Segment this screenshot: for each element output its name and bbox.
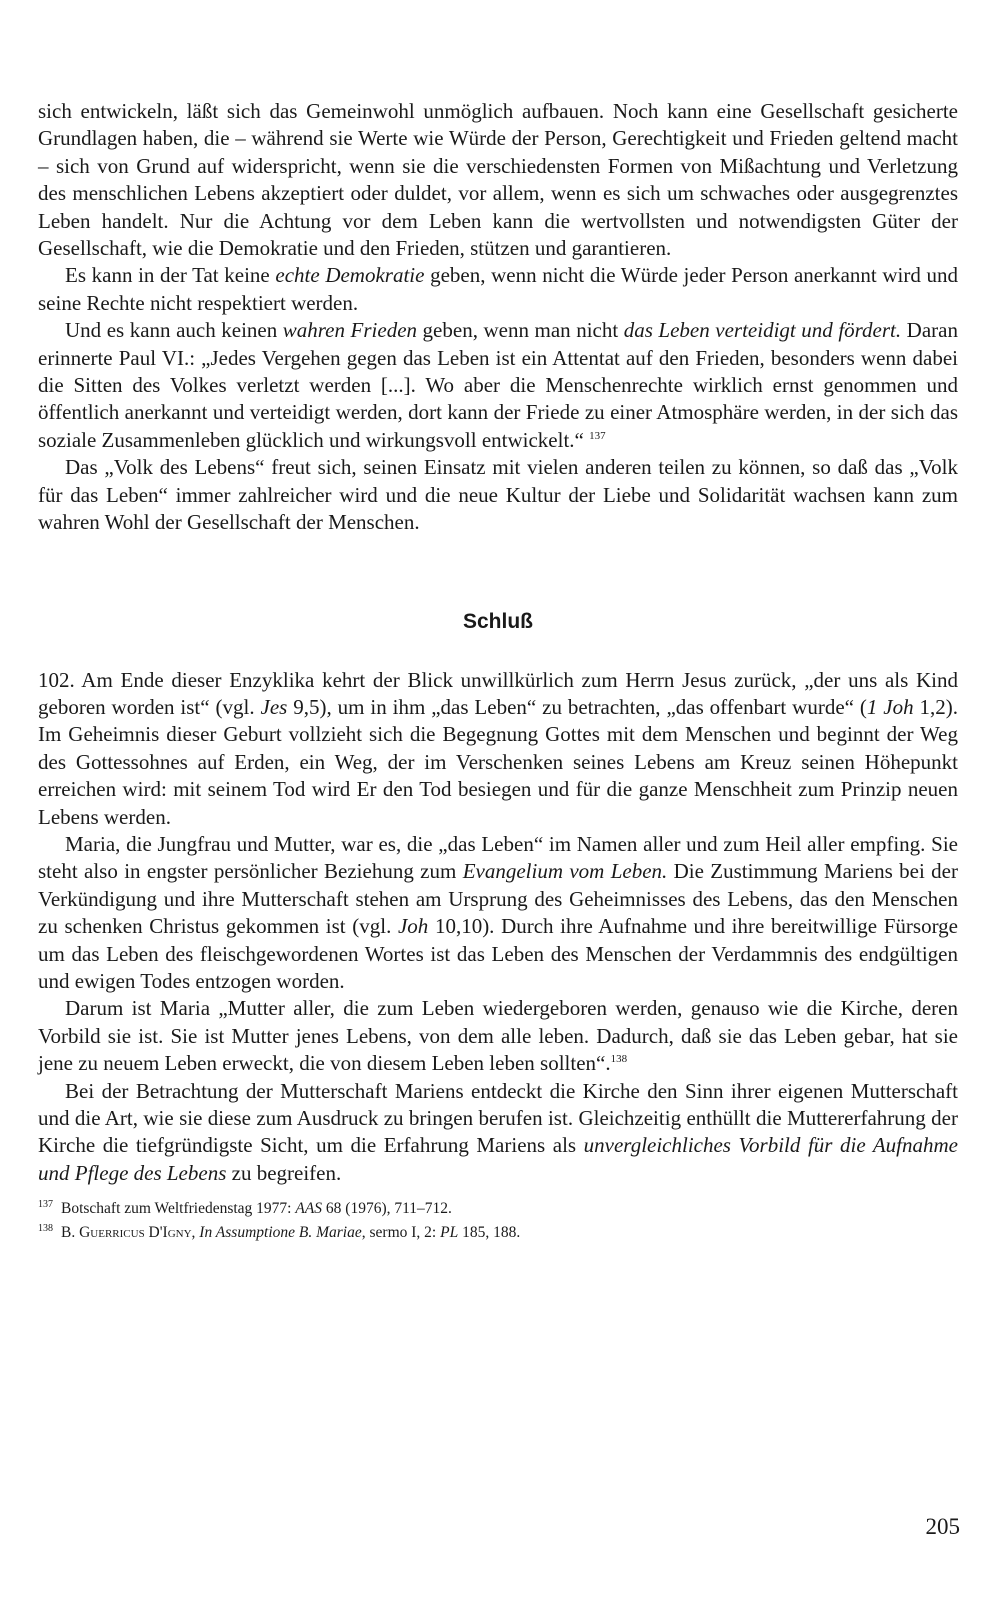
fn2-emphasis-1: In Assumptione B. Mariae — [199, 1224, 362, 1242]
p7-text: Darum ist Maria „Mutter aller, die zum Leben wiedergeboren werden, genauso wie die Kirche, deren Vorbild sie ist. Sie ist Mutter jenes Lebens, von dem alle leben. Dadurch, daß sie das Leben gebar, hat sie jene zu neuem Leben erweckt, die von diesem Leben leben sollten“. — [38, 996, 958, 1076]
p3-text-a: Und es kann auch keinen — [65, 318, 283, 343]
p6-emphasis-2: Joh — [397, 914, 429, 939]
fn2-emphasis-2: PL — [440, 1224, 459, 1242]
paragraph-1: sich entwickeln, läßt sich das Gemeinwohl unmöglich aufbauen. Noch kann eine Gesellschaft gesicherte Grundlagen haben, die – während sie Werte wie Würde der Person, Gerechtigkeit und Frieden geltend macht – sich von Grund auf widerspricht, wenn sie die verschiedensten Formen von Mißachtung und Verletzung des menschlichen Lebens akzeptiert oder duldet, vor allem, wenn es sich um schwaches oder ausgegrenztes Leben handelt. Nur die Achtung vor dem Leben kann die wertvollsten und notwendigsten Güter der Gesellschaft, wie die Demokratie und den Frieden, stützen und garantieren. — [38, 99, 958, 261]
section-heading: Schluß — [462, 609, 533, 633]
fn2-text-c: , sermo I, 2: — [361, 1224, 441, 1242]
p5-text-a: 102. Am Ende dieser Enzyklika kehrt der Blick unwillkürlich zum Herrn Jesus zurück, „der uns als Kind geboren worden ist“ (vgl. — [38, 667, 958, 719]
p5-emphasis-2: 1 Joh — [866, 694, 914, 719]
p5-text-c: 1,2). Im Geheimnis dieser Geburt vollzieht sich die Begegnung Gottes mit dem Menschen und beginnt der Weg des Gottessohnes auf Erden, ein Weg, der im Verschenken seines Lebens am Kreuz seinen Höhepunkt erreichen wird: mit seinem Tod wird Er den Tod besiegen und für die ganze Menschheit zum Prinzip neuen Lebens werden. — [38, 694, 958, 829]
paragraph-2 — [38, 262, 958, 317]
fn1-emphasis: AAS — [295, 1200, 323, 1218]
p6-text-a: Maria, die Jungfrau und Mutter, war es, die „das Leben“ im Namen aller und zum Heil aller empfing. Sie steht also in engster persönlicher Beziehung zum — [38, 831, 958, 884]
p3-emphasis-2: das Leben verteidigt und fördert. — [623, 318, 902, 343]
p8-text-b: zu begreifen. — [226, 1160, 342, 1185]
p2-emphasis: echte Demokratie — [275, 263, 425, 288]
page-number: 205 — [925, 1514, 960, 1539]
p6-text-b: Die Zustimmung Mariens bei der Verkündigung und ihre Mutterschaft stehen am Ursprung des Geheimnisses des Lebens, das den Menschen zu schenken Christus gekommen ist (vgl. — [38, 859, 958, 939]
p5-text-b: 9,5), um in ihm „das Leben“ zu betrachten, „das offenbart wurde“ ( — [287, 694, 867, 719]
paragraph-8 — [38, 1078, 958, 1188]
fn2-text-d: 185, 188. — [458, 1224, 521, 1242]
p3-text-c: Daran erinnerte Paul VI.: „Jedes Vergehen gegen das Leben ist ein Attentat auf den Frieden, besonders wenn dabei die Sitten des Volkes verletzt werden [...]. Wo aber die Menschenrechte wirklich ernst genommen und öffentlich anerkannt und verteidigt werden, dort kann der Friede zu einer Atmosphäre werden, in der sich das soziale Zusammenleben glücklich und wirkungsvoll entwickelt.“ — [38, 318, 958, 452]
footnote-number: 137 — [38, 1199, 53, 1211]
page-body — [38, 98, 958, 1245]
p8-emphasis: unvergleichliches Vorbild für die Aufnahme und Pflege des Lebens — [38, 1133, 958, 1185]
p6-emphasis-1: Evangelium vom Leben. — [462, 859, 668, 884]
paragraph-3 — [38, 317, 958, 454]
footnote-ref-137: 137 — [589, 429, 606, 442]
footnote-number: 138 — [38, 1223, 53, 1235]
paragraph-7 — [38, 995, 958, 1077]
p2-text-a: Es kann in der Tat keine — [65, 263, 276, 288]
paragraph-6 — [38, 831, 958, 995]
fn1-text-a: Botschaft zum Weltfriedenstag 1977: — [61, 1200, 296, 1218]
footnote-137 — [38, 1197, 958, 1221]
p6-text-c: 10,10). Durch ihre Aufnahme und ihre bereitwillige Fürsorge um das Leben des fleischgewordenen Wortes ist das Leben des Menschen der Verdammnis des endgültigen und ewigen Todes entzogen worden. — [38, 914, 959, 993]
fn2-author: Guerricus D'Igny — [79, 1224, 192, 1242]
p5-emphasis-1: Jes — [260, 694, 288, 719]
p2-text-b: geben, wenn nicht die Würde jeder Person anerkannt wird und seine Rechte nicht respektiert werden. — [38, 263, 958, 315]
footnote-ref-138: 138 — [610, 1053, 628, 1066]
p3-text-b: geben, wenn man nicht — [417, 318, 624, 343]
footnotes — [38, 1197, 958, 1245]
fn2-text-b: , — [191, 1224, 200, 1242]
fn1-text-b: 68 (1976), 711–712. — [322, 1200, 452, 1218]
paragraph-4: Das „Volk des Lebens“ freut sich, seinen Einsatz mit vielen anderen teilen zu können, so daß das „Volk für das Leben“ immer zahlreicher wird und die neue Kultur der Liebe und Solidarität wachsen kann zum wahren Wohl der Gesellschaft der Menschen. — [38, 455, 958, 535]
paragraph-102 — [38, 667, 958, 831]
p3-emphasis-1: wahren Frieden — [282, 318, 418, 343]
footnote-138 — [38, 1221, 958, 1245]
fn2-text-a: B. — [61, 1224, 80, 1242]
p8-text-a: Bei der Betrachtung der Mutterschaft Mariens entdeckt die Kirche den Sinn ihrer eigenen Mutterschaft und die Art, wie sie diese zum Ausdruck zu bringen berufen ist. Gleichzeitig enthüllt die Muttererfahrung der Kirche die tiefgründigste Sicht, um die Erfahrung Mariens als — [38, 1078, 958, 1158]
